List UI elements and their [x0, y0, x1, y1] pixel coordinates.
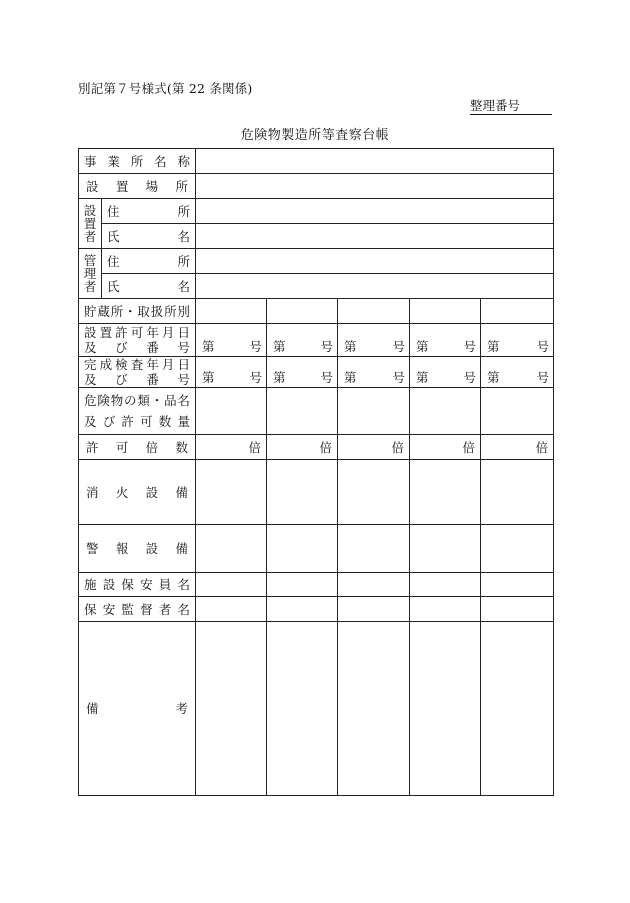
form-label: 別記第７号様式(第 22 条関係) [78, 81, 253, 96]
completion-number-cell[interactable]: 第 号 [338, 357, 410, 388]
security-supervisor-label: 保 安 監 督 者 名 [79, 597, 196, 622]
hazmat-cell[interactable] [267, 388, 338, 435]
remarks-label: 備 考 [79, 622, 196, 796]
manager-name-value[interactable] [196, 274, 554, 299]
fire-equipment-cell[interactable] [267, 460, 338, 525]
permit-number-cell[interactable]: 第 号 [196, 324, 267, 357]
security-supervisor-cell[interactable] [481, 597, 554, 622]
permit-number-cell[interactable]: 第 号 [481, 324, 554, 357]
permit-number-cell[interactable]: 第 号 [338, 324, 410, 357]
alarm-equipment-cell[interactable] [267, 525, 338, 573]
fire-equipment-cell[interactable] [481, 460, 554, 525]
permit-multiple-cell[interactable]: 倍 [338, 435, 410, 460]
installer-group-label: 設 置 者 [79, 199, 102, 249]
storage-handling-type-label: 貯 蔵 所 ・ 取 扱 所 別 [79, 299, 196, 324]
remarks-cell[interactable] [267, 622, 338, 796]
security-officer-cell[interactable] [196, 573, 267, 597]
remarks-cell[interactable] [196, 622, 267, 796]
remarks-cell[interactable] [481, 622, 554, 796]
alarm-equipment-cell[interactable] [481, 525, 554, 573]
location-label: 設 置 場 所 [79, 174, 196, 199]
fire-equipment-cell[interactable] [338, 460, 410, 525]
fire-equipment-cell[interactable] [196, 460, 267, 525]
hazmat-cell[interactable] [338, 388, 410, 435]
security-officer-cell[interactable] [481, 573, 554, 597]
permit-number-cell[interactable]: 第 号 [267, 324, 338, 357]
completion-number-cell[interactable]: 第 号 [410, 357, 481, 388]
office-name-label: 事 業 所 名 称 [79, 149, 196, 174]
security-officer-label: 施 設 保 安 員 名 [79, 573, 196, 597]
remarks-cell[interactable] [338, 622, 410, 796]
permit-date-number-label: 設 置 許 可 年 月 日 及 び 番 号 [79, 324, 196, 357]
storage-type-cell[interactable] [410, 299, 481, 324]
manager-address-value[interactable] [196, 249, 554, 274]
completion-number-cell[interactable]: 第 号 [267, 357, 338, 388]
hazmat-class-quantity-label: 危 険 物 の 類 ・ 品 名 及 び 許 可 数 量 [79, 388, 196, 435]
manager-group-label: 管 理 者 [79, 249, 102, 299]
completion-number-cell[interactable]: 第 号 [196, 357, 267, 388]
security-supervisor-cell[interactable] [267, 597, 338, 622]
fire-equipment-cell[interactable] [410, 460, 481, 525]
location-value[interactable] [196, 174, 554, 199]
remarks-cell[interactable] [410, 622, 481, 796]
hazmat-cell[interactable] [410, 388, 481, 435]
completion-inspection-label: 完 成 検 査 年 月 日 及 び 番 号 [79, 357, 196, 388]
manager-name-label: 氏 名 [102, 274, 196, 299]
installer-address-label: 住 所 [102, 199, 196, 224]
installer-name-value[interactable] [196, 224, 554, 249]
hazmat-cell[interactable] [481, 388, 554, 435]
storage-type-cell[interactable] [481, 299, 554, 324]
permit-multiple-cell[interactable]: 倍 [267, 435, 338, 460]
completion-number-cell[interactable]: 第 号 [481, 357, 554, 388]
document-title: 危険物製造所等査察台帳 [240, 128, 390, 143]
permit-multiple-cell[interactable]: 倍 [481, 435, 554, 460]
permit-multiple-cell[interactable]: 倍 [196, 435, 267, 460]
permit-multiple-label: 許 可 倍 数 [79, 435, 196, 460]
reference-number-label: 整理番号 [470, 99, 552, 115]
security-officer-cell[interactable] [338, 573, 410, 597]
permit-multiple-cell[interactable]: 倍 [410, 435, 481, 460]
security-officer-cell[interactable] [410, 573, 481, 597]
manager-address-label: 住 所 [102, 249, 196, 274]
security-supervisor-cell[interactable] [410, 597, 481, 622]
security-officer-cell[interactable] [267, 573, 338, 597]
storage-type-cell[interactable] [338, 299, 410, 324]
alarm-equipment-cell[interactable] [196, 525, 267, 573]
security-supervisor-cell[interactable] [338, 597, 410, 622]
hazmat-cell[interactable] [196, 388, 267, 435]
fire-equipment-label: 消 火 設 備 [79, 460, 196, 525]
installer-name-label: 氏 名 [102, 224, 196, 249]
inspection-register-table [78, 148, 554, 796]
alarm-equipment-label: 警 報 設 備 [79, 525, 196, 573]
storage-type-cell[interactable] [267, 299, 338, 324]
permit-number-cell[interactable]: 第 号 [410, 324, 481, 357]
alarm-equipment-cell[interactable] [338, 525, 410, 573]
alarm-equipment-cell[interactable] [410, 525, 481, 573]
storage-type-cell[interactable] [196, 299, 267, 324]
office-name-value[interactable] [196, 149, 554, 174]
installer-address-value[interactable] [196, 199, 554, 224]
security-supervisor-cell[interactable] [196, 597, 267, 622]
